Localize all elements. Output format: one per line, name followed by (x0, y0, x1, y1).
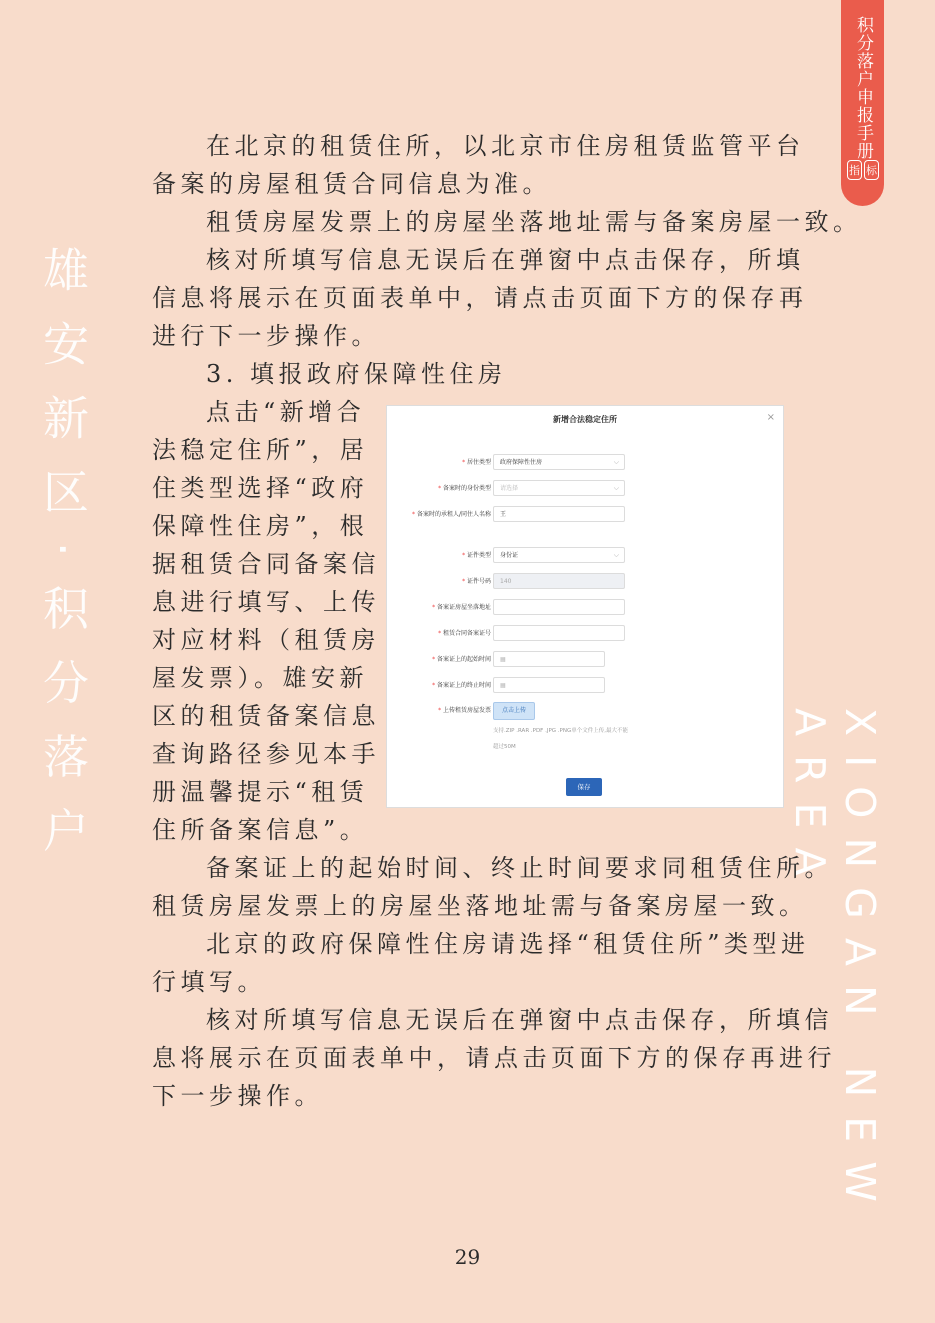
text-line: 息将展示在页面表单中，请点击页面下方的保存再进行 (152, 1044, 836, 1072)
text-line: 信息将展示在页面表单中，请点击页面下方的保存再 (152, 284, 808, 312)
upload-hint: 超过50M (493, 744, 516, 750)
calendar-icon: ▦ (500, 656, 506, 663)
field-label: 备案证上的终止时间 (436, 682, 491, 689)
text-line: 进行下一步操作。 (152, 322, 380, 350)
id-type-select[interactable]: 身份证 ⌵ (493, 547, 625, 563)
text-line: 备案证上的起始时间、终止时间要求同租赁住所。 (206, 854, 833, 882)
field-label: 证件号码 (466, 578, 491, 585)
form-row-identity-type: * 备案时的身份类型 请选择 ⌵ (387, 480, 783, 498)
form-row-id-type: * 证件类型 身份证 ⌵ (387, 547, 783, 565)
tab-sub-2: 标 (864, 160, 879, 180)
start-date-picker[interactable] (493, 651, 605, 667)
field-label: 备案证房屋坐落地址 (436, 604, 491, 611)
add-residence-dialog-screenshot (386, 405, 784, 808)
close-icon[interactable]: × (766, 412, 775, 423)
contract-number-input[interactable] (493, 625, 625, 641)
form-row-upload: * 上传租赁房屋发票 点击上传 (387, 702, 783, 720)
form-row-start-date: * 备案证上的起始时间 ▦ (387, 651, 783, 669)
text-line: 保障性住房”，根 (152, 512, 369, 540)
text-line: 在北京的租赁住所，以北京市住房租赁监管平台 (206, 132, 805, 160)
tenant-name-input[interactable]: 王 (493, 506, 625, 522)
field-label: 备案时的身份类型 (442, 485, 491, 492)
page-number: 29 (454, 1245, 481, 1269)
residence-type-select[interactable]: 政府保障性住房 ⌵ (493, 454, 625, 470)
text-line: 法稳定住所”，居 (152, 436, 369, 464)
text-line: 点击“新增合 (206, 398, 366, 426)
form-row-address: * 备案证房屋坐落地址 (387, 599, 783, 617)
text-line: 查询路径参见本手 (152, 740, 380, 768)
upload-button[interactable]: 点击上传 (493, 702, 535, 720)
side-tab (841, 0, 884, 206)
identity-type-select[interactable] (493, 480, 625, 496)
end-date-picker[interactable] (493, 677, 605, 693)
form-row-contract-number: * 租赁合同备案证号 (387, 625, 783, 643)
text-line: 屋发票）。雄安新 (152, 664, 368, 692)
text-line: 住类型选择“政府 (152, 474, 369, 502)
field-label: 上传租赁房屋发票 (442, 707, 491, 714)
text-line: 核对所填写信息无误后在弹窗中点击保存，所填 (206, 246, 805, 274)
save-button[interactable]: 保存 (566, 778, 602, 796)
text-line: 行填写。 (152, 968, 266, 996)
field-label: 证件类型 (466, 552, 491, 559)
form-row-residence-type: * 居住类型 政府保障性住房 ⌵ (387, 454, 783, 472)
text-line: 备案的房屋租赁合同信息为准。 (152, 170, 551, 198)
form-row-end-date: * 备案证上的终止时间 ▦ (387, 677, 783, 695)
text-line: 租赁房屋发票上的房屋坐落地址需与备案房屋一致。 (206, 208, 862, 236)
field-label: 租赁合同备案证号 (442, 630, 491, 637)
right-decoration-text: XIONGAN NEW AREA (786, 708, 884, 1221)
tab-sub (847, 160, 879, 184)
field-label: 备案时的承租人/同住人名称 (416, 511, 491, 518)
text-line: 下一步操作。 (152, 1082, 323, 1110)
text-line: 册温馨提示“租赁 (152, 778, 369, 806)
text-line: 对应材料（租赁房 (152, 626, 380, 654)
calendar-icon: ▦ (500, 682, 506, 689)
field-label: 备案证上的起始时间 (436, 656, 491, 663)
upload-hint: 支持.ZIP .RAR .PDF .JPG .PNG单个文件上传,最大不能 (493, 728, 628, 734)
text-line: 北京的政府保障性住房请选择“租赁住所”类型进 (206, 930, 810, 958)
left-decoration-text: 雄安新区·积分落户 (36, 246, 90, 881)
tab-title: 积分落户申报手册 (853, 16, 873, 160)
text-line: 区的租赁备案信息 (152, 702, 380, 730)
tab-sub-1: 指 (847, 160, 862, 180)
text-line: 据租赁合同备案信 (152, 550, 380, 578)
text-line: 息进行填写、上传 (152, 588, 380, 616)
id-number-input: 140 (493, 573, 625, 589)
form-row-tenant-name: * 备案时的承租人/同住人名称 王 (387, 506, 783, 524)
dialog-title: 新增合法稳定住所 (553, 415, 617, 424)
select-placeholder: 请选择 (500, 485, 519, 492)
section-heading: 3. 填报政府保障性住房 (206, 360, 507, 388)
form-row-id-number: * 证件号码 140 (387, 573, 783, 591)
text-line: 租赁房屋发票上的房屋坐落地址需与备案房屋一致。 (152, 892, 808, 920)
text-line: 住所备案信息”。 (152, 816, 369, 844)
address-input[interactable] (493, 599, 625, 615)
field-label: 居住类型 (466, 459, 491, 466)
text-line: 核对所填写信息无误后在弹窗中点击保存，所填信 (206, 1006, 833, 1034)
